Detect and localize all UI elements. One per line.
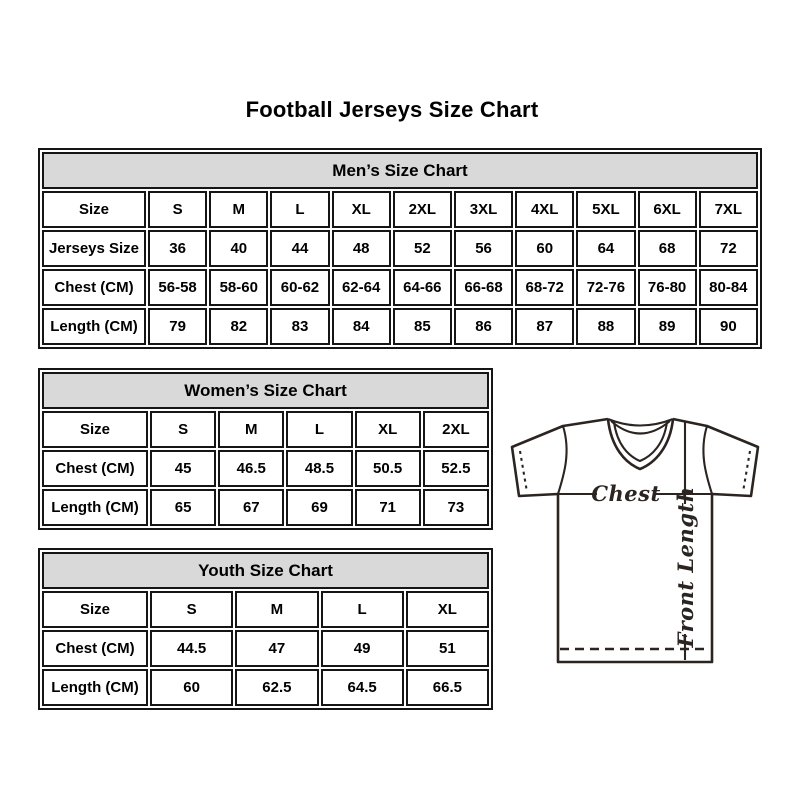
table-row [42,411,489,448]
size-value-cell: 87 [515,308,574,345]
size-value-cell: 50.5 [355,450,421,487]
row-label: Chest (CM) [42,450,148,487]
page-title: Football Jerseys Size Chart [245,97,539,122]
size-value-cell: 67 [218,489,284,526]
size-value-cell: S [150,411,216,448]
size-value-cell: 80-84 [699,269,758,306]
table-row [42,591,489,628]
row-label: Chest (CM) [42,630,148,667]
youth-size-chart [38,548,493,710]
size-value-cell: 62-64 [332,269,391,306]
size-value-cell: XL [332,191,391,228]
row-label: Jerseys Size [42,230,146,267]
size-value-cell: 86 [454,308,513,345]
size-table [38,148,762,349]
size-value-cell: 68-72 [515,269,574,306]
size-value-cell: 46.5 [218,450,284,487]
size-value-cell: 51 [406,630,489,667]
size-value-cell: 65 [150,489,216,526]
table-title: Women’s Size Chart [42,372,489,409]
mens-size-chart [38,148,762,349]
size-value-cell: 71 [355,489,421,526]
table-row [42,230,758,267]
womens-size-chart [38,368,493,530]
table-row [42,669,489,706]
row-label: Length (CM) [42,669,148,706]
table-row [42,450,489,487]
size-value-cell: 62.5 [235,669,318,706]
size-value-cell: 44.5 [150,630,233,667]
row-label: Size [42,591,148,628]
size-value-cell: 52.5 [423,450,489,487]
size-value-cell: 36 [148,230,207,267]
size-value-cell: 90 [699,308,758,345]
size-value-cell: 5XL [576,191,635,228]
size-value-cell: 88 [576,308,635,345]
size-value-cell: 47 [235,630,318,667]
jersey-right-sleeve-seam [703,426,712,494]
row-label: Length (CM) [42,489,148,526]
front-length-label: Front Length [673,486,698,648]
size-value-cell: M [235,591,318,628]
row-label: Size [42,191,146,228]
jersey-left-cuff-stitch [520,451,527,492]
size-value-cell: 66.5 [406,669,489,706]
size-value-cell: 82 [209,308,268,345]
size-value-cell: 64 [576,230,635,267]
size-value-cell: 6XL [638,191,697,228]
table-row [42,269,758,306]
size-value-cell: M [218,411,284,448]
size-value-cell: 60 [150,669,233,706]
size-value-cell: 2XL [393,191,452,228]
size-value-cell: 76-80 [638,269,697,306]
size-value-cell: 56 [454,230,513,267]
size-value-cell: 69 [286,489,352,526]
size-value-cell: XL [406,591,489,628]
size-value-cell: 73 [423,489,489,526]
size-value-cell: 52 [393,230,452,267]
table-title: Men’s Size Chart [42,152,758,189]
size-value-cell: S [150,591,233,628]
size-value-cell: 68 [638,230,697,267]
size-value-cell: 56-58 [148,269,207,306]
size-value-cell: 48 [332,230,391,267]
jersey-measurement-diagram [500,410,772,670]
size-value-cell: 66-68 [454,269,513,306]
size-value-cell: 83 [270,308,329,345]
table-title: Youth Size Chart [42,552,489,589]
size-value-cell: 3XL [454,191,513,228]
size-value-cell: L [286,411,352,448]
row-label: Chest (CM) [42,269,146,306]
chest-label: Chest [591,481,661,506]
size-value-cell: 7XL [699,191,758,228]
size-value-cell: 84 [332,308,391,345]
jersey-collar-back-arc [608,419,673,426]
size-value-cell: 64.5 [321,669,404,706]
size-value-cell: 60 [515,230,574,267]
table-row [42,489,489,526]
table-row [42,308,758,345]
table-row [42,630,489,667]
size-value-cell: 48.5 [286,450,352,487]
row-label: Length (CM) [42,308,146,345]
size-value-cell: 72 [699,230,758,267]
size-value-cell: 2XL [423,411,489,448]
jersey-left-sleeve-seam [558,426,567,494]
size-value-cell: 79 [148,308,207,345]
jersey-outline-shape [512,419,758,662]
size-value-cell: 4XL [515,191,574,228]
size-value-cell: S [148,191,207,228]
size-value-cell: 64-66 [393,269,452,306]
size-value-cell: 89 [638,308,697,345]
size-value-cell: 85 [393,308,452,345]
size-value-cell: 45 [150,450,216,487]
size-table [38,548,493,710]
size-value-cell: 58-60 [209,269,268,306]
size-table [38,368,493,530]
size-value-cell: L [270,191,329,228]
jersey-right-cuff-stitch [743,451,750,492]
size-value-cell: L [321,591,404,628]
size-value-cell: XL [355,411,421,448]
size-value-cell: 40 [209,230,268,267]
row-label: Size [42,411,148,448]
size-value-cell: 72-76 [576,269,635,306]
size-value-cell: 60-62 [270,269,329,306]
size-value-cell: 49 [321,630,404,667]
size-value-cell: M [209,191,268,228]
size-value-cell: 44 [270,230,329,267]
table-row [42,191,758,228]
